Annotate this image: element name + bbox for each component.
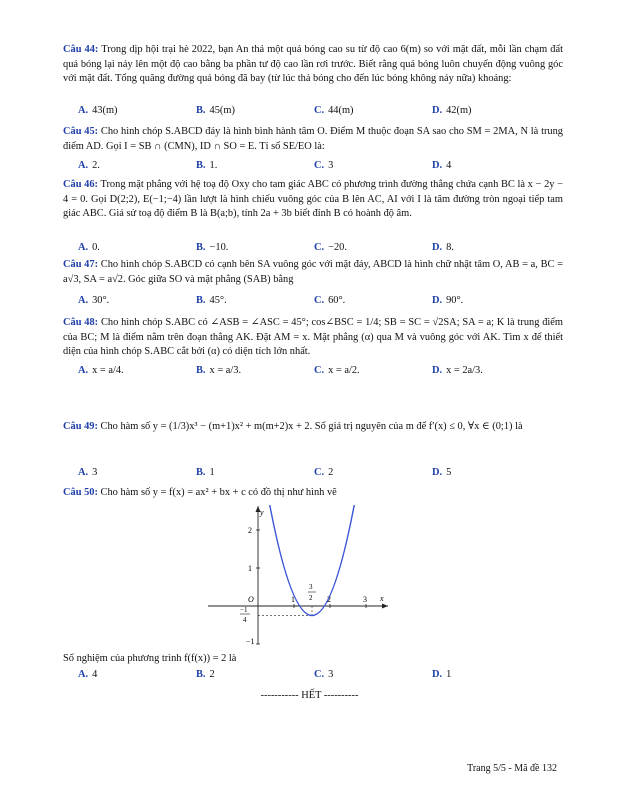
question-label: Câu 48: [63,317,99,328]
question-48 [63,316,563,360]
question-45 [63,125,563,154]
question-46 [63,178,563,222]
question-text: Trong mặt phẳng với hệ toạ độ Oxy cho tam giác ABC có phương trình đường thẳng chứa cạnh BC là x − 2y − 4 = 0. Gọi D(2;2), E(−1;−4) lần lượt là hình chiếu vuông góc của B lên AC, AI với I là tâm đường tròn ngoại tiếp tam giác ABC. Giả sử toạ độ điểm B là B(a;b), tính 2a + 3b biết đỉnh B có hoành độ âm. [63,179,563,219]
options-50 [78,669,558,683]
options-48 [78,365,558,379]
question-label: Câu 44: [63,44,99,55]
option-d: D. 8. [432,242,454,253]
question-text: Cho hàm số y = f(x) = ax² + bx + c có đồ thị như hình vẽ [100,487,337,498]
question-text: Trong dịp hội trại hè 2022, bạn An thả một quả bóng cao su từ độ cao 6(m) so với mặt đất, mỗi lần chạm đất quả bóng lại nảy lên một độ cao bằng ba phần tư độ cao lần rơi trước. Biết rằng quả bóng luôn chuyển động vuông góc với mặt đất. Tổng quãng đường quả bóng đã bay (từ lúc thả bóng cho đến lúc bóng không nảy nữa) khoảng: [63,44,563,84]
end-marker: ----------- HẾT ---------- [260,690,359,701]
x-axis-arrow-icon [382,604,388,609]
tick-label-x-2: 2 [327,595,331,604]
tick-label-x-3-2 [308,583,316,602]
option-a: A. 2. [78,160,100,171]
origin-label: O [248,595,254,604]
question-label: Câu 50: [63,487,98,498]
svg-text:4: 4 [243,616,247,624]
option-a: A. 0. [78,242,100,253]
options-44 [78,105,558,119]
options-45 [78,160,558,174]
question-label: Câu 47: [63,259,99,270]
option-a: A. 43(m) [78,105,118,116]
y-axis-label: y [260,508,264,517]
tick-label-x-1: 1 [291,595,295,604]
question-label: Câu 46: [63,179,98,190]
tick-label-y-1: 1 [248,564,252,573]
option-b: B. x = a/3. [196,365,242,376]
question-text: Cho hình chóp S.ABC có ∠ASB = ∠ASC = 45°; cos∠BSC = 1/4; SB = SC = √2SA; SA = a; K là trung điểm của BC; M là điểm nằm trên đoạn thẳng AK. Đặt AM = x. Mặt phẳng (α) qua M và vuông góc với AK. Tìm x để thiết diện của hình chóp S.ABC cắt bởi (α) có diện tích lớn nhất. [63,317,563,357]
option-b: B. 1. [196,160,218,171]
question-text: Cho hàm số y = (1/3)x³ − (m+1)x² + m(m+2)x + 2. Số giá trị nguyên của m để f′(x) ≤ 0, ∀x ∈ (0;1) là [100,421,523,432]
option-b: B. 45(m) [196,105,235,116]
option-d: D. 4 [432,160,452,171]
tick-label-y-minus1: −1 [246,637,255,646]
option-d: D. 5 [432,467,452,478]
option-c: C. x = a/2. [314,365,360,376]
tick-label-y-2: 2 [248,526,252,535]
option-b: B. 45°. [196,295,227,306]
svg-text:−1: −1 [240,606,248,614]
options-49 [78,467,558,481]
question-text: Cho hình chóp S.ABCD đáy là hình bình hành tâm O. Điểm M thuộc đoạn SA sao cho SM = 2MA, N là trung điểm AD. Gọi I = SB ∩ (CMN), ID ∩ SO = E. Tỉ số SE/EO là: [63,126,564,152]
svg-text:3: 3 [309,583,313,591]
option-b: B. −10. [196,242,229,253]
tick-label-x-3: 3 [363,595,367,604]
option-a: A. x = a/4. [78,365,124,376]
option-c: C. 3 [314,160,334,171]
option-c: C. 60°. [314,295,346,306]
tick-label-y-minus-1-4 [240,606,250,624]
question-label: Câu 45: [63,126,99,137]
option-b: B. 2 [196,669,215,680]
parabola-graph [206,503,390,646]
options-47 [78,295,558,309]
option-a: A. 3 [78,467,98,478]
question-49 [63,420,563,435]
page-footer: Trang 5/5 - Mã đề 132 [467,763,557,774]
question-47 [63,258,563,287]
option-c: C. 2 [314,467,334,478]
option-c: C. −20. [314,242,347,253]
question-label: Câu 49: [63,421,98,432]
x-axis-label: x [380,594,384,603]
question-text: Cho hình chóp S.ABCD có cạnh bên SA vuông góc với mặt đáy, ABCD là hình chữ nhật tâm O, AB = a, BC = a√3, SA = a√2. Góc giữa SO và mặt phẳng (SAB) bằng [63,259,564,285]
option-d: D. 42(m) [432,105,472,116]
option-a: A. 30°. [78,295,110,306]
option-d: D. x = 2a/3. [432,365,483,376]
option-d: D. 90°. [432,295,464,306]
question-text: Số nghiệm của phương trình f(f(x)) = 2 là [63,653,237,664]
options-46 [78,242,558,256]
svg-text:2: 2 [309,594,313,602]
option-b: B. 1 [196,467,215,478]
option-a: A. 4 [78,669,98,680]
question-50-followup [63,652,563,667]
question-44 [63,43,563,87]
option-c: C. 44(m) [314,105,354,116]
question-50 [63,486,563,501]
option-c: C. 3 [314,669,334,680]
option-d: D. 1 [432,669,452,680]
